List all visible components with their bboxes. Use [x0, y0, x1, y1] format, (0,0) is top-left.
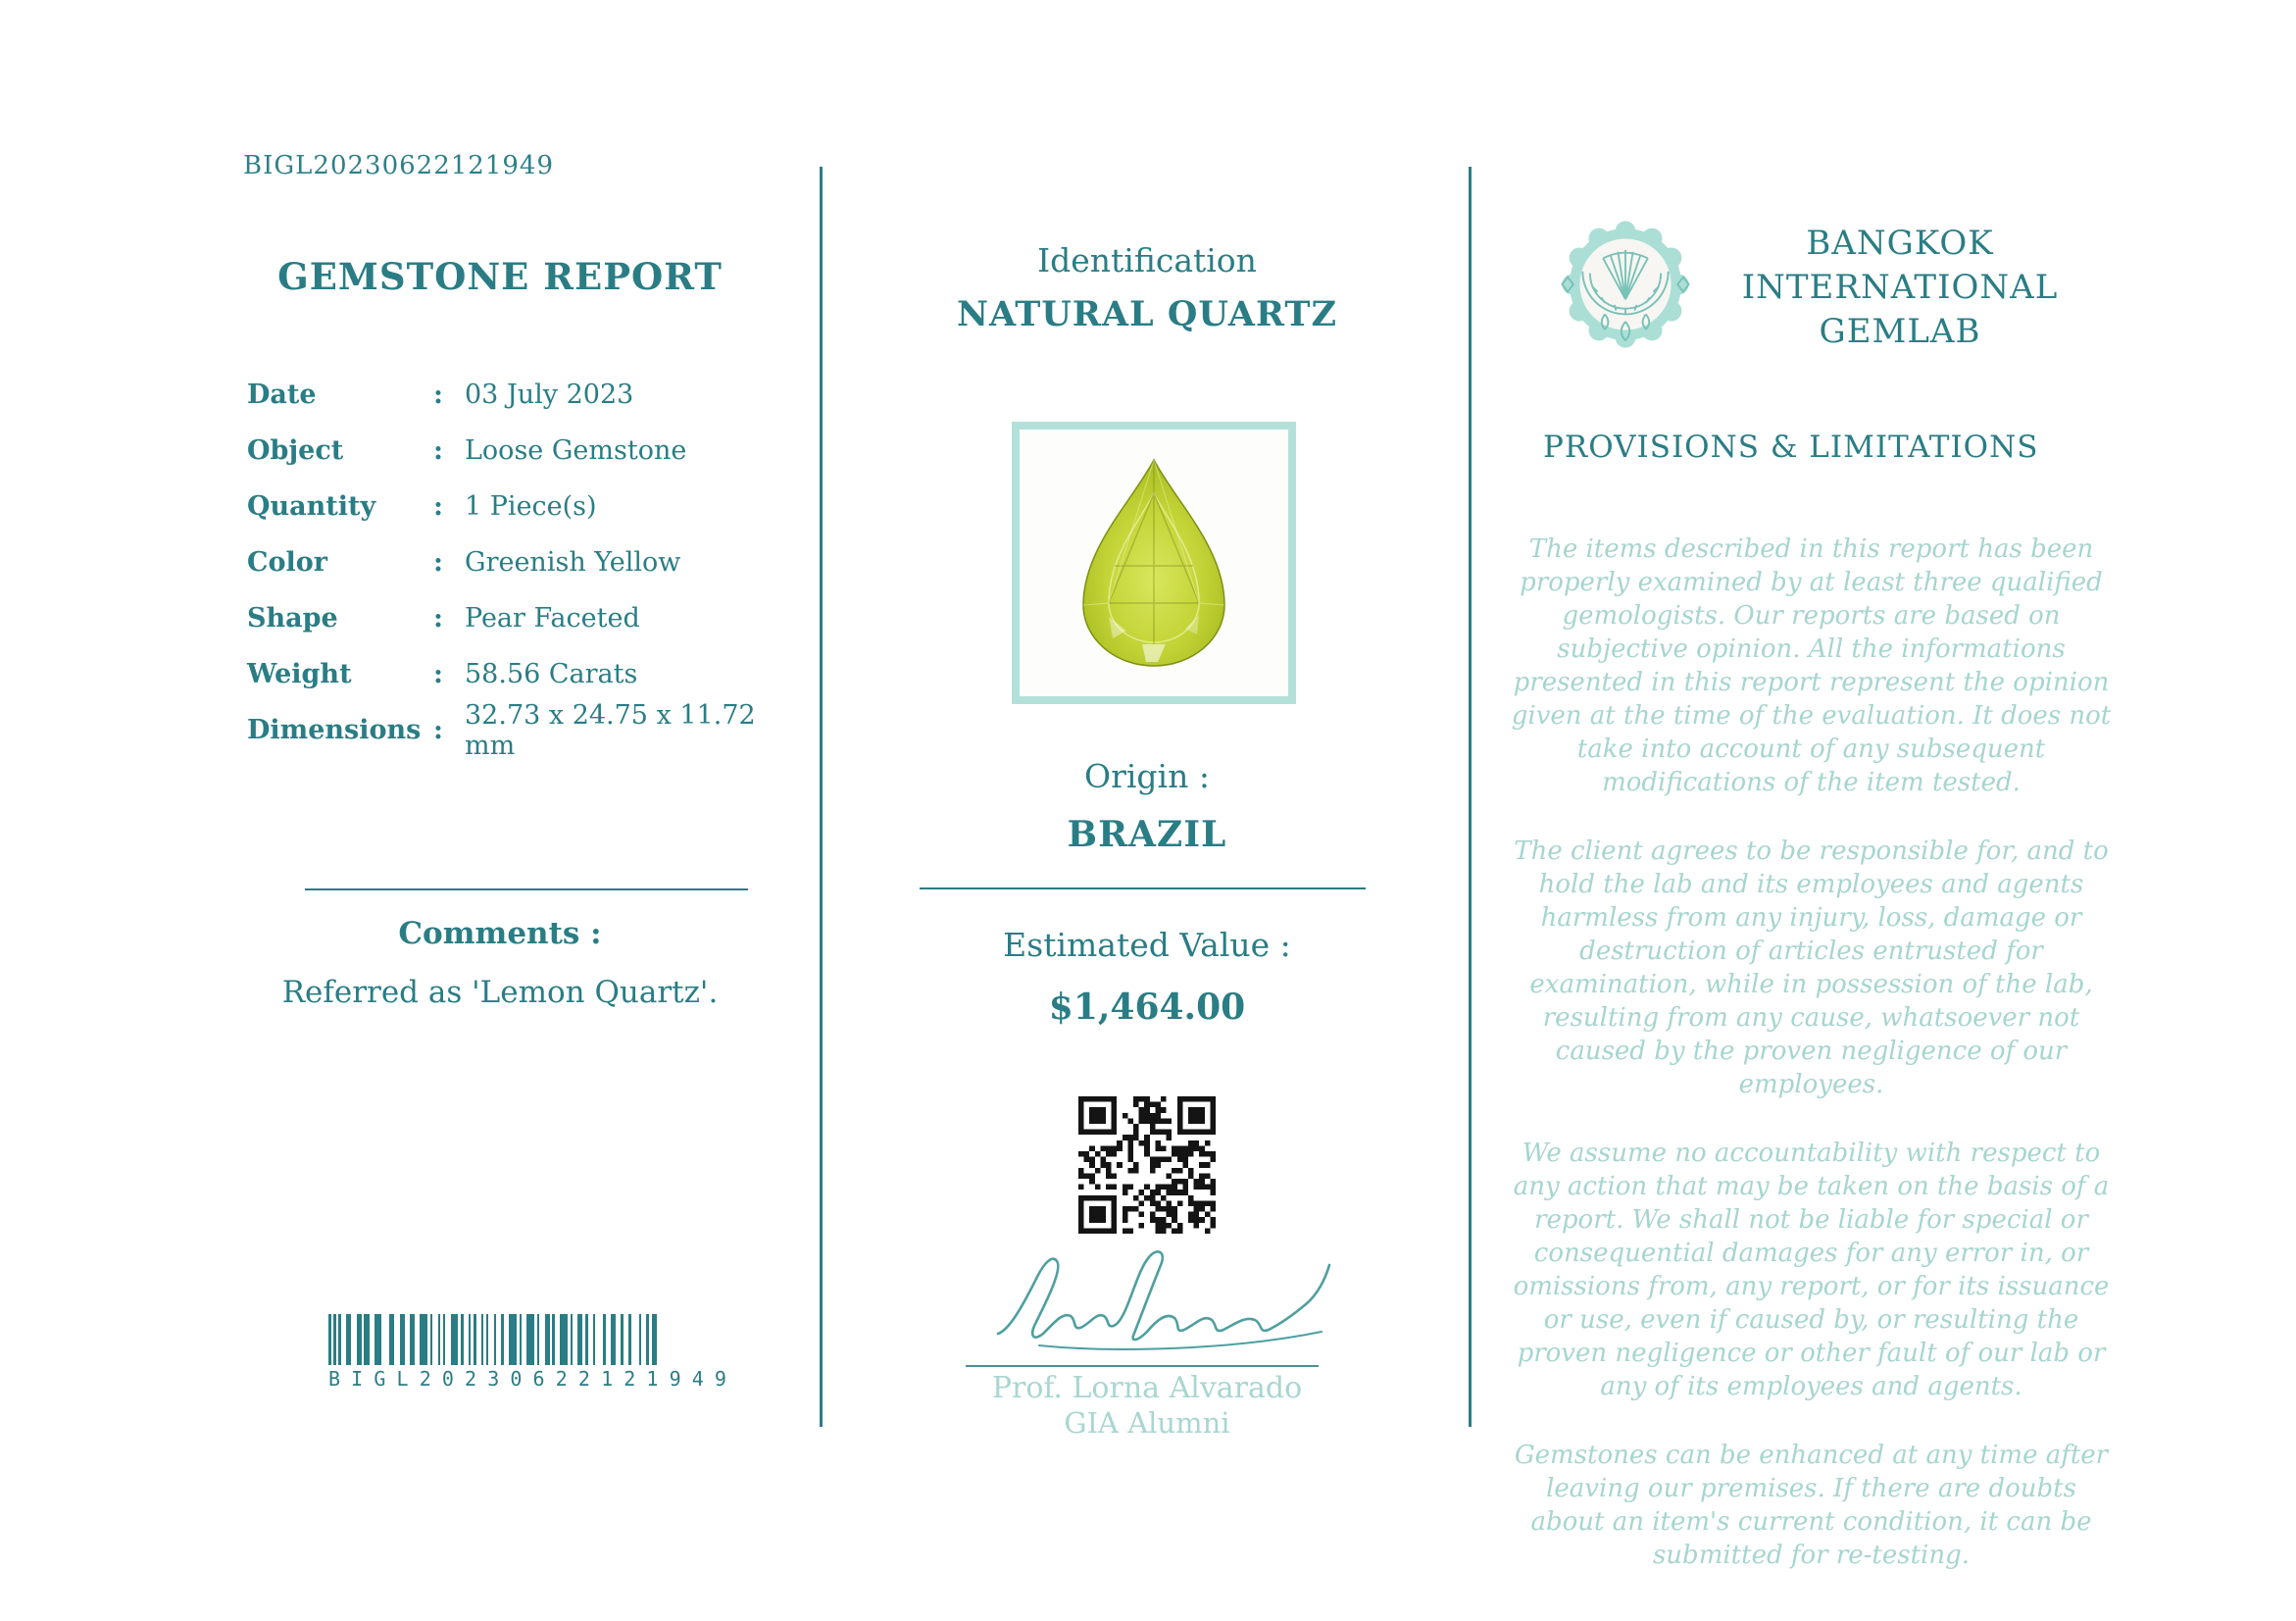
detail-value: 1 Piece(s): [465, 491, 597, 522]
detail-row-dimensions: [235, 699, 784, 761]
detail-colon: :: [433, 491, 443, 522]
detail-row-color: [235, 534, 784, 590]
detail-label: Shape: [247, 603, 338, 633]
provisions-paragraph-3: We assume no accountability with respect to any action that may be taken on the basis of a report. We shall not be liable for special or consequential damages for any error in, or omissions from, any report, or for its issuance or use, even if caused by, or resulting the proven negligence or other fault of our lab or any of its employees and agents.: [1513, 1139, 2110, 1401]
origin-label: Origin :: [1084, 757, 1210, 795]
column-divider-left: [820, 167, 823, 1427]
detail-colon: :: [433, 603, 443, 633]
estimated-value: $1,464.00: [1048, 987, 1246, 1028]
detail-colon: :: [433, 547, 443, 578]
detail-value: 03 July 2023: [465, 380, 634, 410]
identification-label: Identification: [1037, 241, 1257, 279]
detail-label: Object: [247, 435, 344, 466]
detail-colon: :: [433, 659, 443, 689]
provisions-paragraph-2: The client agrees to be responsible for, and to hold the lab and its employees and agents harmless from any injury, loss, damage or destruction of articles entrusted for examination, while in possession of the lab, resulting from any cause, whatsoever not caused by the proven negligence of our employees.: [1514, 836, 2109, 1099]
detail-row-object: [235, 423, 784, 479]
report-title: GEMSTONE REPORT: [277, 255, 723, 298]
provisions-title: PROVISIONS & LIMITATIONS: [1543, 430, 2039, 465]
gemstone-image: [1053, 450, 1255, 676]
detail-value: 58.56 Carats: [465, 659, 638, 689]
detail-label: Quantity: [247, 491, 376, 522]
signature-line: [966, 1365, 1319, 1367]
detail-value: Greenish Yellow: [465, 547, 681, 578]
origin-value: BRAZIL: [1067, 814, 1227, 855]
details-table: [235, 367, 784, 761]
detail-value: Loose Gemstone: [465, 435, 687, 466]
column-divider-right: [1469, 167, 1472, 1427]
detail-value: Pear Faceted: [465, 603, 640, 633]
signatory-name: Prof. Lorna Alvarado: [991, 1371, 1303, 1405]
barcode: [328, 1314, 726, 1365]
signature-icon: [980, 1243, 1333, 1363]
provisions-paragraphs: [1510, 532, 2113, 1607]
detail-colon: :: [433, 435, 443, 466]
detail-colon: :: [433, 715, 443, 745]
gemstone-photo-frame: [1012, 422, 1296, 704]
estimated-value-label: Estimated Value :: [1003, 926, 1291, 964]
detail-label: Date: [247, 380, 317, 410]
lab-name: BANGKOK INTERNATIONAL GEMLAB: [1741, 224, 2059, 351]
detail-row-quantity: [235, 479, 784, 534]
provisions-paragraph-4: Gemstones can be enhanced at any time after leaving our premises. If there are doubts about an item's current condition, it can be submitted for re-testing.: [1514, 1441, 2109, 1570]
middle-divider-line: [920, 887, 1366, 889]
comments-text: Referred as 'Lemon Quartz'.: [281, 975, 719, 1010]
gem-badge-logo-icon: [1551, 210, 1700, 359]
qr-code-icon: [1078, 1096, 1216, 1234]
detail-row-date: [235, 367, 784, 423]
comments-divider-line: [305, 888, 748, 890]
detail-row-shape: [235, 590, 784, 646]
detail-colon: :: [433, 380, 443, 410]
report-number: BIGL20230622121949: [243, 151, 554, 180]
detail-label: Dimensions: [247, 715, 422, 745]
detail-row-weight: [235, 646, 784, 702]
detail-label: Color: [247, 547, 327, 578]
signatory-title: GIA Alumni: [1064, 1406, 1230, 1440]
provisions-paragraph-1: The items described in this report has been properly examined by at least three qualified gemologists. Our reports are based on subjective opinion. All the informations presented in this report represent the opinion given at the time of the evaluation. It does not take into account of any subsequent modifications of the item tested.: [1511, 534, 2112, 797]
detail-value: 32.73 x 24.75 x 11.72 mm: [465, 699, 756, 761]
detail-label: Weight: [247, 659, 352, 689]
barcode-text: B I G L 2 0 2 3 0 6 2 2 1 2 1 9 4 9: [328, 1367, 726, 1391]
comments-label: Comments :: [398, 916, 602, 951]
identification-value: NATURAL QUARTZ: [957, 294, 1337, 334]
